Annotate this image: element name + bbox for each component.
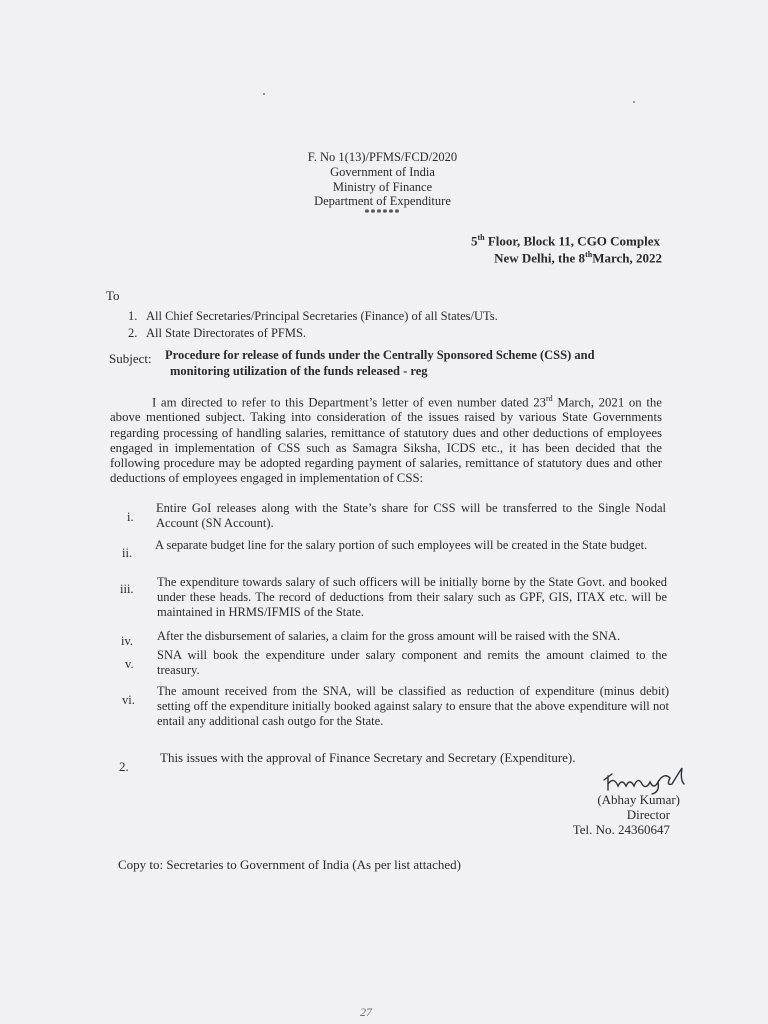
list-item-number: ii. [122, 546, 133, 560]
recipient-number: 2. [128, 326, 138, 340]
list-item-number: iv. [121, 634, 134, 648]
list-item-number: v. [125, 657, 134, 671]
place-date: New Delhi, the 8thMarch, 2022 [494, 250, 662, 266]
list-item: After the disbursement of salaries, a claim for the gross amount will be raised with the SNA. [157, 629, 621, 643]
signatory-phone: Tel. No. 24360647 [572, 822, 670, 837]
file-number: F. No 1(13)/PFMS/FCD/2020 [307, 150, 458, 164]
recipient-text: All State Directorates of PFMS. [146, 326, 307, 340]
office-address: 5th Floor, Block 11, CGO Complex [470, 233, 660, 249]
to-label: To [106, 288, 120, 303]
list-item: A separate budget line for the salary portion of such employees will be created in the State budget. [155, 538, 648, 552]
subject-line-1: Procedure for release of funds under the Centrally Sponsored Scheme (CSS) and [165, 348, 595, 362]
intro-paragraph: I am directed to refer to this Department’s letter of even number dated 23rd March, 2021 on the above mentioned subject. Taking into consideration of the issues raised by various State Governments regarding processing of handling salaries, remittance of statutory dues and other deductions of employees engaged in implementation of CSS such as Samagra Siksha, ICDS etc., it has been decided that the following procedure may be adopted regarding payment of salaries, remittance of statutory dues and other deductions of employees engaged in implementation of CSS: [110, 394, 662, 486]
paragraph-number: 2. [119, 759, 129, 774]
list-item-number: vi. [122, 693, 135, 707]
recipient-text: All Chief Secretaries/Principal Secretaries (Finance) of all States/UTs. [146, 309, 498, 323]
scan-speck [263, 93, 265, 95]
govt-name: Government of India [330, 165, 435, 179]
subject-label: Subject: [109, 351, 152, 366]
signatory-name: (Abhay Kumar) [597, 792, 680, 807]
approval-paragraph: This issues with the approval of Finance Secretary and Secretary (Expenditure). [160, 750, 576, 765]
list-item-number: i. [127, 510, 134, 524]
scan-speck [633, 101, 635, 103]
signatory-title: Director [626, 807, 670, 822]
ministry-name: Ministry of Finance [332, 180, 433, 194]
copy-to: Copy to: Secretaries to Government of India (As per list attached) [118, 857, 461, 872]
header-separator: ****** [364, 208, 401, 219]
list-item: SNA will book the expenditure under salary component and remits the amount claimed to the treasury. [157, 648, 667, 677]
subject-line-2: monitoring utilization of the funds released - reg [170, 364, 428, 378]
department-name: Department of Expenditure [314, 194, 451, 208]
list-item: The expenditure towards salary of such officers will be initially borne by the State Govt. and booked under these heads. The record of deductions from their salary such as GPF, GIS, ITAX etc. will be maintained in HRMS/IFMIS of the State. [157, 575, 667, 619]
list-item: Entire GoI releases along with the State’s share for CSS will be transferred to the Single Nodal Account (SN Account). [156, 501, 666, 530]
recipient-number: 1. [128, 309, 138, 323]
list-item: The amount received from the SNA, will be classified as reduction of expenditure (minus debit) setting off the expenditure initially booked against salary to ensure that the above expenditure will not entail any additional cash outgo for the State. [157, 684, 669, 728]
list-item-number: iii. [120, 582, 134, 596]
page-number: 27 [360, 1005, 372, 1019]
